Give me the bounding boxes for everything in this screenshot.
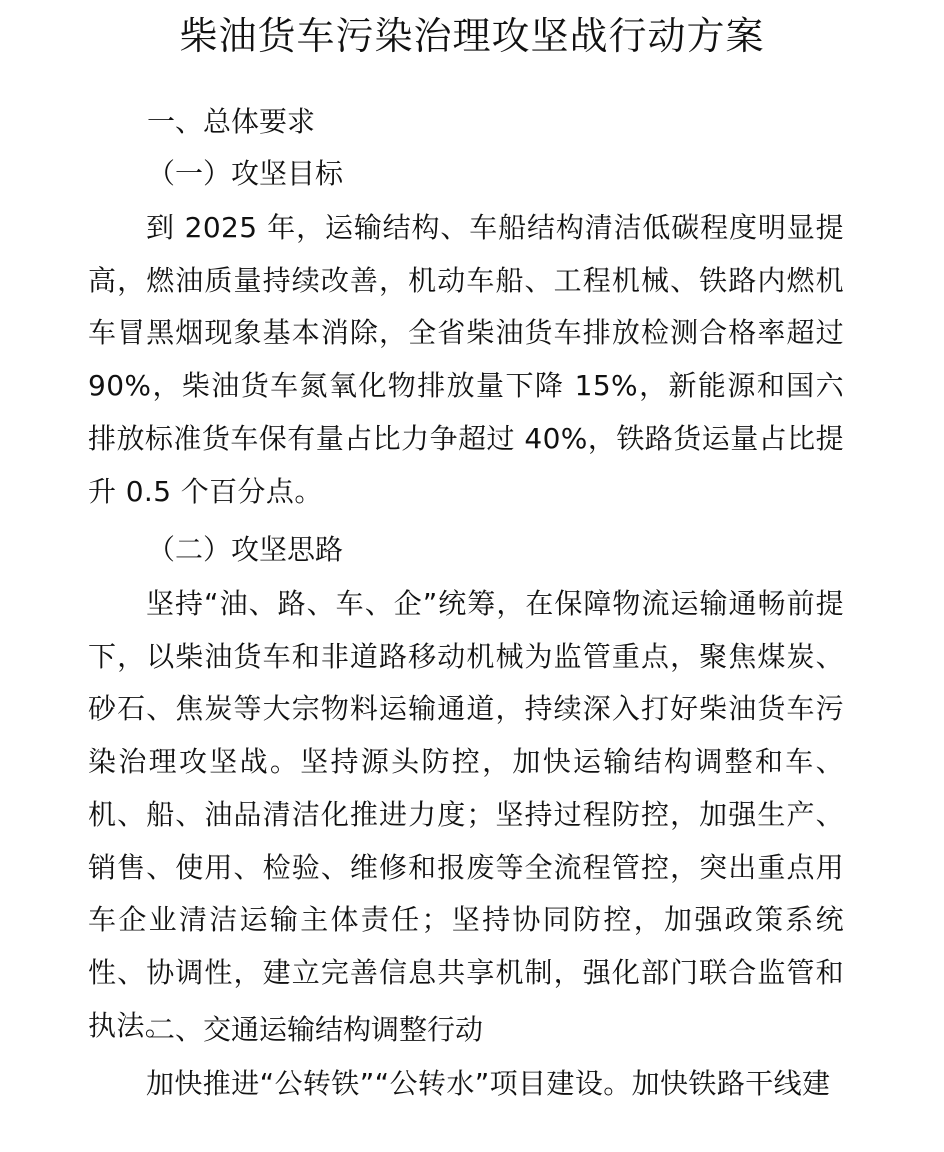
subsection-heading-targets: （一）攻坚目标 bbox=[147, 157, 344, 190]
paragraph-targets: 到 2025 年，运输结构、车船结构清洁低碳程度明显提高，燃油质量持续改善，机动车船、工程机械、铁路内燃机车冒黑烟现象基本消除，全省柴油货车排放检测合格率超过 90%，柴油货车氮氧化物排放量下降 15%，新能源和国六排放标准货车保有量占比力争超过 40%，铁路货运量占比提升 0.5 个百分点。 bbox=[88, 211, 844, 508]
section-heading-general-requirements: 一、总体要求 bbox=[147, 105, 316, 138]
subsection-heading-approach: （二）攻坚思路 bbox=[147, 533, 344, 566]
document-title: 柴油货车污染治理攻坚战行动方案 bbox=[179, 14, 765, 58]
section-heading-transport-structure: 二、交通运输结构调整行动 bbox=[147, 1013, 484, 1046]
paragraph-transport-structure: 加快推进“公转铁”“公转水”项目建设。加快铁路干线建 bbox=[146, 1067, 831, 1100]
paragraph-approach: 坚持“油、路、车、企”统筹，在保障物流运输通畅前提下，以柴油货车和非道路移动机械为监管重点，聚焦煤炭、砂石、焦炭等大宗物料运输通道，持续深入打好柴油货车污染治理攻坚战。坚持源头防控，加快运输结构调整和车、机、船、油品清洁化推进力度；坚持过程防控，加强生产、销售、使用、检验、维修和报废等全流程管控，突出重点用车企业清洁运输主体责任；坚持协同防控，加强政策系统性、协调性，建立完善信息共享机制，强化部门联合监管和执法。 bbox=[88, 587, 844, 1042]
